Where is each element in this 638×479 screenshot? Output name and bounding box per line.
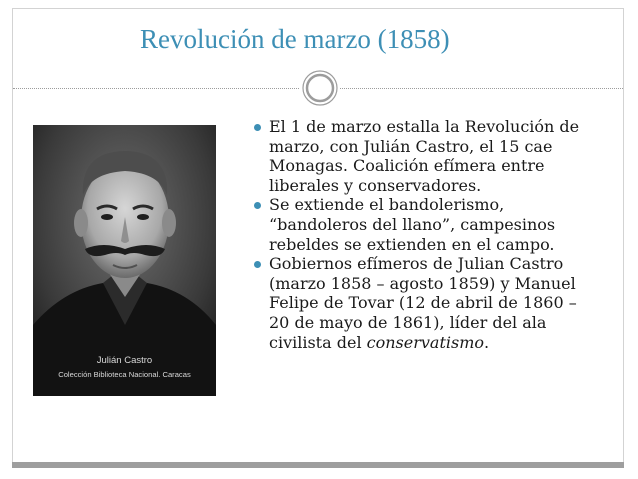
bullet-text: Gobiernos efímeros de Julian Castro (marzo 1858 – agosto 1859) y Manuel Felipe de Tovar (12 de abril de 1860 – 20 de mayo de 1861), líder del ala civilista del — [269, 254, 577, 352]
portrait-image — [33, 125, 216, 396]
portrait-caption-source: Colección Biblioteca Nacional. Caracas — [58, 370, 191, 379]
bullet-list — [254, 117, 594, 352]
bullet-item: El 1 de marzo estalla la Revolución de marzo, con Julián Castro, el 15 cae Monagas. Coalición efímera entre liberales y conservadores. — [254, 117, 594, 195]
portrait-caption-name: Julián Castro — [96, 355, 153, 366]
bottom-bar — [12, 462, 624, 468]
circle-ornament-icon — [300, 68, 340, 108]
slide-title: Revolución de marzo (1858) — [140, 24, 450, 54]
bullet-emphasis: conservatismo — [366, 332, 485, 352]
bullet-item: Se extiende el bandolerismo, “bandoleros del llano”, campesinos rebeldes se extienden en el campo. — [254, 195, 594, 254]
bullet-item — [254, 254, 594, 352]
bullet-end: . — [484, 332, 490, 352]
